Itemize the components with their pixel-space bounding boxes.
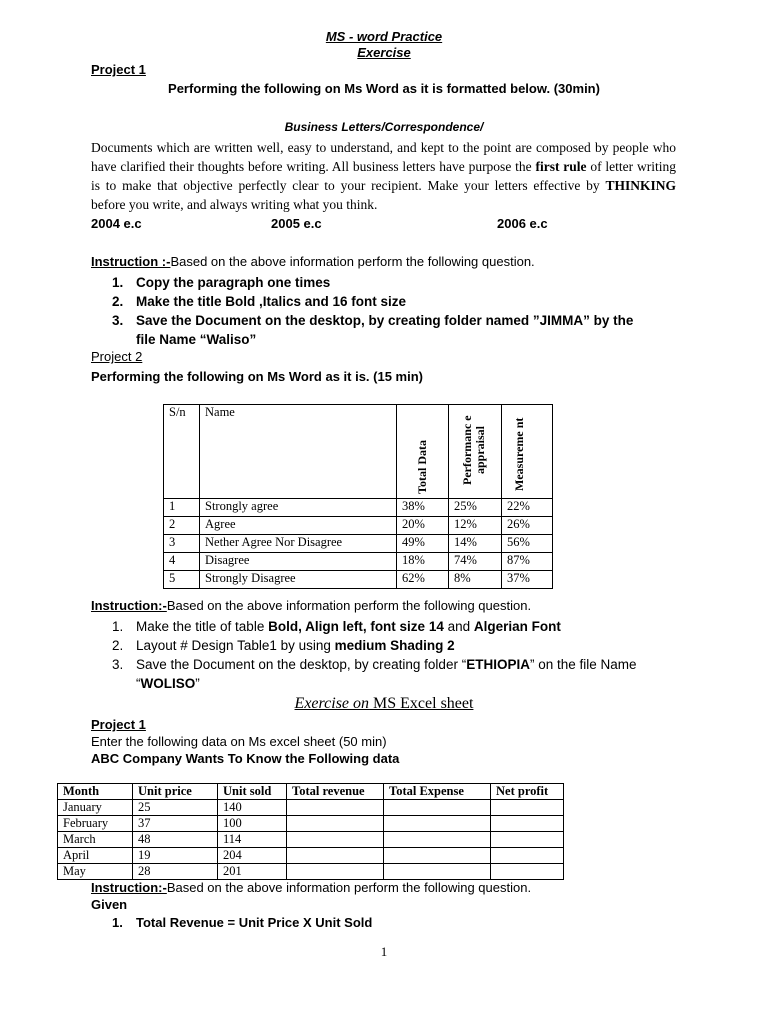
header-net-profit: Net profit	[491, 784, 564, 800]
list-text: Make the title Bold ,Italics and 16 font size	[136, 294, 407, 309]
para-text-1: Documents which are written well, easy to understand, and kept to the point are composed by people who have clarified their thoughts before writing. All business letters have purpose the	[91, 140, 676, 174]
cell: 25	[133, 800, 218, 816]
cell: May	[58, 864, 133, 880]
list-text: ”	[195, 676, 200, 691]
cell: 87%	[502, 553, 553, 571]
table-row	[164, 499, 553, 517]
instruction-text: Based on the above information perform the following question.	[166, 880, 532, 895]
cell	[384, 848, 491, 864]
table-row	[58, 832, 564, 848]
cell: February	[58, 816, 133, 832]
doc-title: MS - word Practice	[325, 29, 443, 44]
excel-given: Given	[91, 897, 128, 912]
cell: 8%	[449, 571, 502, 589]
header-unit-price: Unit price	[133, 784, 218, 800]
cell	[491, 864, 564, 880]
project2-instruction	[91, 598, 531, 613]
project1-heading: Project 1	[91, 62, 146, 77]
cell: Strongly agree	[200, 499, 397, 517]
list-number: 2.	[112, 294, 124, 309]
cell: 12%	[449, 517, 502, 535]
year-2004: 2004 e.c	[91, 216, 142, 231]
cell: 4	[164, 553, 200, 571]
instruction-label: Instruction:-	[91, 598, 167, 613]
cell	[287, 816, 384, 832]
year-2005: 2005 e.c	[271, 216, 322, 231]
list-number: 1.	[112, 275, 124, 290]
cell	[287, 848, 384, 864]
cell: Nether Agree Nor Disagree	[200, 535, 397, 553]
cell: Agree	[200, 517, 397, 535]
cell: 201	[218, 864, 287, 880]
instruction-label: Instruction :-	[91, 254, 171, 269]
para-bold-first-rule: first rule	[535, 159, 587, 174]
table-row	[58, 848, 564, 864]
list-text: and	[443, 619, 474, 634]
list-number: 3.	[112, 313, 124, 328]
project1-task: Performing the following on Ms Word as it is formatted below. (30min)	[168, 81, 600, 96]
cell	[287, 832, 384, 848]
sales-table	[57, 783, 564, 880]
para-text-3: before you write, and always writing what you think.	[91, 197, 378, 212]
list-number: 3.	[112, 657, 124, 672]
cell	[287, 800, 384, 816]
cell: 56%	[502, 535, 553, 553]
list-text: Make the title of table	[136, 619, 269, 634]
list-text: Layout # Design Table1 by using	[136, 638, 335, 653]
cell: 49%	[397, 535, 449, 553]
cell: 62%	[397, 571, 449, 589]
cell: 3	[164, 535, 200, 553]
cell: 5	[164, 571, 200, 589]
list-item	[112, 655, 637, 693]
list-item	[112, 617, 637, 636]
cell: 37%	[502, 571, 553, 589]
para-text-2: of letter writing is to make that objective perfectly clear to your recipient. Make your letters effective by	[91, 159, 676, 193]
cell: 18%	[397, 553, 449, 571]
excel-title-rest: MS Excel sheet	[369, 695, 474, 712]
project2-heading: Project 2	[91, 349, 143, 364]
list-text: Save the Document on the desktop, by creating folder named ”JIMMA” by the file Name “Waliso”	[136, 313, 634, 347]
cell: 26%	[502, 517, 553, 535]
excel-project-heading: Project 1	[91, 717, 146, 732]
list-text-bold: ETHIOPIA	[466, 657, 530, 672]
cell: 25%	[449, 499, 502, 517]
year-2006: 2006 e.c	[497, 216, 548, 231]
header-name: Name	[200, 405, 397, 499]
cell: 22%	[502, 499, 553, 517]
list-text-bold: medium Shading 2	[334, 638, 455, 653]
cell: 114	[218, 832, 287, 848]
project2-task-list	[112, 617, 637, 693]
cell: 19	[133, 848, 218, 864]
project1-task-list	[112, 273, 672, 349]
cell	[491, 816, 564, 832]
list-number: 1.	[112, 619, 124, 634]
excel-instruction	[91, 880, 531, 895]
business-paragraph	[91, 138, 676, 214]
table-row	[164, 571, 553, 589]
page-number: 1	[380, 944, 388, 959]
instruction-text: Based on the above information perform the following question.	[166, 598, 532, 613]
header-measurement-text: Measureme nt	[512, 417, 526, 491]
cell: January	[58, 800, 133, 816]
excel-subtitle: ABC Company Wants To Know the Following data	[91, 751, 400, 766]
cell	[384, 800, 491, 816]
list-text: Save the Document on the desktop, by creating folder “	[136, 657, 467, 672]
list-item	[112, 273, 672, 292]
header-total-data	[397, 405, 449, 499]
table-header-row	[58, 784, 564, 800]
cell: 14%	[449, 535, 502, 553]
table-row	[164, 535, 553, 553]
cell: 48	[133, 832, 218, 848]
header-performance	[449, 405, 502, 499]
list-text-bold: WOLISO	[140, 676, 196, 691]
header-total-revenue: Total revenue	[287, 784, 384, 800]
list-text: Copy the paragraph one times	[136, 275, 331, 290]
cell: Strongly Disagree	[200, 571, 397, 589]
list-number: 2.	[112, 638, 124, 653]
cell: 140	[218, 800, 287, 816]
cell	[491, 848, 564, 864]
section-title: Business Letters/Correspondence/	[284, 120, 484, 134]
cell: 37	[133, 816, 218, 832]
cell: 28	[133, 864, 218, 880]
list-text-bold: Bold, Align left, font size 14	[268, 619, 444, 634]
cell: 2	[164, 517, 200, 535]
cell: 204	[218, 848, 287, 864]
excel-title	[0, 695, 768, 713]
table-row	[164, 553, 553, 571]
instruction-text: Based on the above information perform the following question.	[170, 254, 535, 269]
cell: April	[58, 848, 133, 864]
cell: 20%	[397, 517, 449, 535]
list-text: Total Revenue = Unit Price X Unit Sold	[136, 915, 373, 930]
cell: 100	[218, 816, 287, 832]
cell	[287, 864, 384, 880]
project2-task: Performing the following on Ms Word as it is. (15 min)	[91, 369, 424, 384]
cell	[491, 832, 564, 848]
cell	[384, 832, 491, 848]
doc-subtitle: Exercise	[357, 45, 411, 60]
cell	[384, 816, 491, 832]
project1-instruction	[91, 254, 535, 269]
cell	[491, 800, 564, 816]
table-row	[58, 864, 564, 880]
excel-task: Enter the following data on Ms excel sheet (50 min)	[91, 734, 387, 749]
header-unit-sold: Unit sold	[218, 784, 287, 800]
table-row	[58, 816, 564, 832]
cell: 74%	[449, 553, 502, 571]
header-performance-text: Performanc e appraisal	[460, 415, 487, 485]
list-number: 1.	[112, 915, 123, 930]
header-total-data-text: Total Data	[415, 440, 429, 494]
list-item	[112, 636, 637, 655]
cell: 38%	[397, 499, 449, 517]
list-text-bold: Algerian Font	[473, 619, 561, 634]
cell: Disagree	[200, 553, 397, 571]
list-item	[112, 311, 656, 349]
list-item	[112, 292, 672, 311]
header-total-expense: Total Expense	[384, 784, 491, 800]
survey-table	[163, 404, 553, 589]
list-text: “	[136, 676, 141, 691]
cell	[384, 864, 491, 880]
excel-formula-item	[112, 915, 372, 930]
header-measurement	[502, 405, 553, 499]
para-bold-thinking: THINKING	[605, 178, 676, 193]
excel-title-italic: Exercise on	[294, 695, 370, 712]
instruction-label: Instruction:-	[91, 880, 167, 895]
table-header-row	[164, 405, 553, 499]
list-text: ” on the file Name	[529, 657, 637, 672]
header-sn: S/n	[164, 405, 200, 499]
cell: 1	[164, 499, 200, 517]
header-month: Month	[58, 784, 133, 800]
cell: March	[58, 832, 133, 848]
table-row	[58, 800, 564, 816]
table-row	[164, 517, 553, 535]
